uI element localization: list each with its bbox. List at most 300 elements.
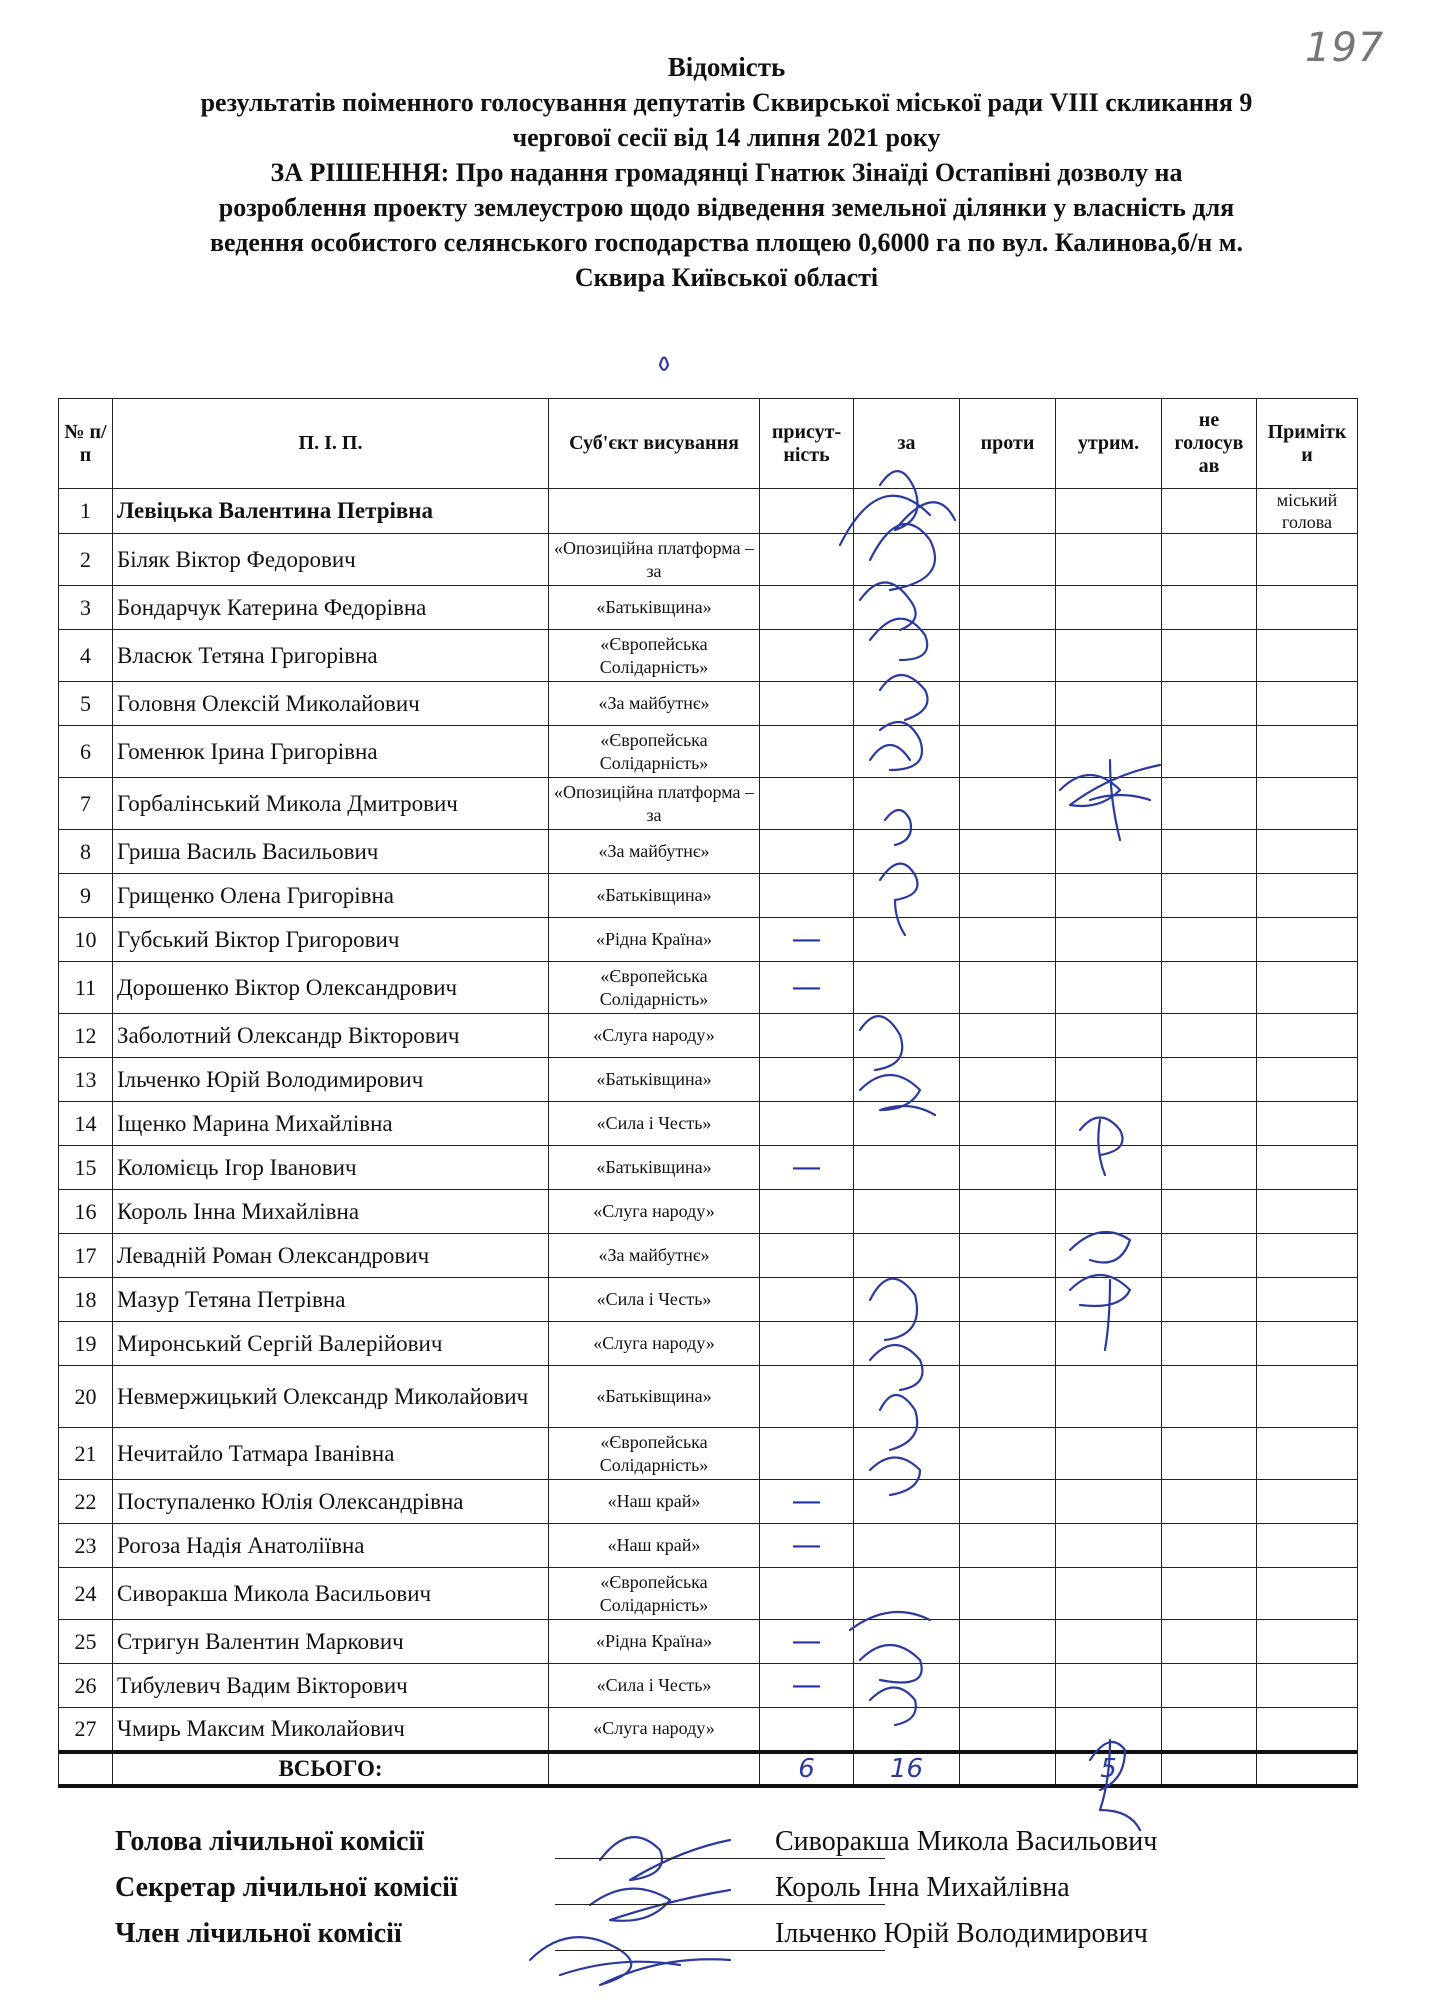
presence-mark [760,1322,854,1366]
presence-mark [760,1102,854,1146]
note-cell [1257,1014,1358,1058]
vote-abstain-cell [1056,1146,1162,1190]
deputy-name: Стригун Валентин Маркович [113,1620,549,1664]
total-label: ВСЬОГО: [113,1752,549,1786]
deputy-party: «Наш край» [549,1524,760,1568]
vote-for-cell [854,1428,960,1480]
heading-line-2: чергової сесії від 14 липня 2021 року [512,123,941,152]
header-party: Суб'єкт висування [549,399,760,489]
total-not-voted [1162,1752,1257,1786]
deputy-party: «Слуга народу» [549,1190,760,1234]
note-cell: міський голова [1257,489,1358,534]
table-row [59,830,1358,874]
row-number: 16 [59,1190,113,1234]
header-name: П. І. П. [113,399,549,489]
deputy-party: «Опозиційна платформа – за [549,534,760,586]
not-voted-cell [1162,1480,1257,1524]
deputy-party: «Батьківщина» [549,874,760,918]
note-cell [1257,1480,1358,1524]
note-cell [1257,1620,1358,1664]
row-number: 20 [59,1366,113,1428]
header-abstain: утрим. [1056,399,1162,489]
deputy-party: «Слуга народу» [549,1322,760,1366]
table-row [59,1190,1358,1234]
vote-for-cell [854,1524,960,1568]
row-number: 5 [59,682,113,726]
deputy-party: «Європейська Солідарність» [549,962,760,1014]
total-row [59,1752,1358,1786]
vote-abstain-cell [1056,630,1162,682]
deputy-party: «За майбутнє» [549,682,760,726]
row-number: 21 [59,1428,113,1480]
deputy-party: «Слуга народу» [549,1014,760,1058]
vote-against-cell [960,874,1056,918]
table-row [59,1708,1358,1752]
deputy-name: Невмержицький Олександр Миколайович [113,1366,549,1428]
presence-mark [760,1708,854,1752]
row-number: 4 [59,630,113,682]
deputy-party: «Сила і Честь» [549,1664,760,1708]
note-cell [1257,918,1358,962]
deputy-name: Гриша Василь Васильович [113,830,549,874]
not-voted-cell [1162,489,1257,534]
presence-mark [760,874,854,918]
table-row [59,1146,1358,1190]
vote-against-cell [960,534,1056,586]
row-number: 1 [59,489,113,534]
presence-mark [760,489,854,534]
deputy-name: Губський Віктор Григорович [113,918,549,962]
deputy-name: Мазур Тетяна Петрівна [113,1278,549,1322]
not-voted-cell [1162,1524,1257,1568]
row-number: 6 [59,726,113,778]
table-row [59,1620,1358,1664]
not-voted-cell [1162,1568,1257,1620]
vote-against-cell [960,962,1056,1014]
counting-commission [115,1826,1265,1964]
vote-for-cell [854,1620,960,1664]
deputy-name: Миронський Сергій Валерійович [113,1322,549,1366]
deputy-name: Чмирь Максим Миколайович [113,1708,549,1752]
vote-against-cell [960,1278,1056,1322]
table-row [59,726,1358,778]
page-number: 197 [1305,25,1385,71]
not-voted-cell [1162,534,1257,586]
not-voted-cell [1162,918,1257,962]
table-row [59,630,1358,682]
not-voted-cell [1162,1322,1257,1366]
vote-against-cell [960,1190,1056,1234]
vote-against-cell [960,1234,1056,1278]
secretary-name: Король Інна Михайлівна [775,1872,1070,1903]
row-number: 2 [59,534,113,586]
deputy-name: Коломієць Ігор Іванович [113,1146,549,1190]
deputy-name: Левіцька Валентина Петрівна [113,489,549,534]
deputy-name: Біляк Віктор Федорович [113,534,549,586]
deputy-name: Іщенко Марина Михайлівна [113,1102,549,1146]
deputy-name: Сиворакша Микола Васильович [113,1568,549,1620]
note-cell [1257,874,1358,918]
note-cell [1257,682,1358,726]
vote-abstain-cell [1056,1620,1162,1664]
heading-line-5: ведення особистого селянського господарства площею 0,6000 га по вул. Калинова,б/н м. [209,228,1244,257]
not-voted-cell [1162,1102,1257,1146]
note-cell [1257,1146,1358,1190]
presence-mark [760,1278,854,1322]
vote-abstain-cell [1056,1664,1162,1708]
vote-against-cell [960,1058,1056,1102]
vote-abstain-cell [1056,1480,1162,1524]
presence-mark: — [760,918,854,962]
not-voted-cell [1162,962,1257,1014]
not-voted-cell [1162,1620,1257,1664]
deputy-name: Тибулевич Вадим Вікторович [113,1664,549,1708]
vote-against-cell [960,1146,1056,1190]
vote-against-cell [960,1480,1056,1524]
presence-mark [760,630,854,682]
vote-abstain-cell [1056,1366,1162,1428]
deputy-name: Заболотний Олександр Вікторович [113,1014,549,1058]
vote-for-cell [854,1366,960,1428]
row-number: 26 [59,1664,113,1708]
vote-for-cell [854,682,960,726]
table-row [59,1322,1358,1366]
presence-mark [760,726,854,778]
vote-abstain-cell [1056,1190,1162,1234]
row-number: 18 [59,1278,113,1322]
total-against [960,1752,1056,1786]
row-number: 27 [59,1708,113,1752]
chair-name: Сиворакша Микола Васильович [775,1826,1158,1857]
not-voted-cell [1162,1708,1257,1752]
vote-for-cell [854,1102,960,1146]
vote-abstain-cell [1056,830,1162,874]
deputy-party: «Батьківщина» [549,1146,760,1190]
chair-signature-line [555,1858,885,1859]
vote-for-cell [854,1568,960,1620]
table-row [59,1524,1358,1568]
vote-against-cell [960,630,1056,682]
vote-for-cell [854,586,960,630]
presence-mark: — [760,1524,854,1568]
presence-mark [760,778,854,830]
table-row [59,1480,1358,1524]
deputy-name: Король Інна Михайлівна [113,1190,549,1234]
vote-for-cell [854,1058,960,1102]
note-cell [1257,1664,1358,1708]
total-abstain: 5 [1056,1752,1162,1786]
vote-abstain-cell [1056,1322,1162,1366]
vote-against-cell [960,1428,1056,1480]
header-for: за [854,399,960,489]
vote-abstain-cell [1056,778,1162,830]
vote-for-cell [854,918,960,962]
row-number: 22 [59,1480,113,1524]
note-cell [1257,830,1358,874]
row-number: 10 [59,918,113,962]
header-not-voted: не голосув ав [1162,399,1257,489]
row-number: 3 [59,586,113,630]
vote-against-cell [960,1524,1056,1568]
presence-mark [760,1366,854,1428]
header-against: проти [960,399,1056,489]
not-voted-cell [1162,1278,1257,1322]
voting-table [58,398,1358,1788]
vote-abstain-cell [1056,1102,1162,1146]
note-cell [1257,586,1358,630]
table-row [59,1102,1358,1146]
table-row [59,874,1358,918]
table-row [59,534,1358,586]
not-voted-cell [1162,586,1257,630]
table-header-row [59,399,1358,489]
secretary-role: Секретар лічильної комісії [115,1872,458,1903]
presence-mark [760,1428,854,1480]
vote-against-cell [960,682,1056,726]
deputy-party: «Сила і Честь» [549,1102,760,1146]
header-present: присут-ність [760,399,854,489]
vote-abstain-cell [1056,918,1162,962]
table-row [59,1664,1358,1708]
presence-mark [760,1058,854,1102]
table-row [59,1014,1358,1058]
vote-for-cell [854,1708,960,1752]
deputy-name: Нечитайло Татмара Іванівна [113,1428,549,1480]
member-signature-line [555,1950,885,1951]
table-row [59,1278,1358,1322]
not-voted-cell [1162,1428,1257,1480]
row-number: 15 [59,1146,113,1190]
note-cell [1257,534,1358,586]
vote-abstain-cell [1056,874,1162,918]
vote-abstain-cell [1056,489,1162,534]
row-number: 9 [59,874,113,918]
presence-mark: — [760,1620,854,1664]
deputy-name: Рогоза Надія Анатоліївна [113,1524,549,1568]
stroke-mark-top [660,358,668,371]
presence-mark [760,1190,854,1234]
chair-role: Голова лічильної комісії [115,1826,425,1857]
row-number: 14 [59,1102,113,1146]
row-number: 19 [59,1322,113,1366]
presence-mark [760,1014,854,1058]
vote-abstain-cell [1056,534,1162,586]
not-voted-cell [1162,1664,1257,1708]
vote-against-cell [960,726,1056,778]
presence-mark: — [760,1146,854,1190]
vote-abstain-cell [1056,1708,1162,1752]
header-number: № п/п [59,399,113,489]
note-cell [1257,778,1358,830]
deputy-party: «Європейська Солідарність» [549,1568,760,1620]
deputy-name: Головня Олексій Миколайович [113,682,549,726]
vote-abstain-cell [1056,962,1162,1014]
member-role: Член лічильної комісії [115,1918,402,1949]
vote-for-cell [854,1278,960,1322]
vote-abstain-cell [1056,1278,1162,1322]
note-cell [1257,1058,1358,1102]
note-cell [1257,1524,1358,1568]
deputy-party: «За майбутнє» [549,1234,760,1278]
deputy-name: Поступаленко Юлія Олександрівна [113,1480,549,1524]
vote-abstain-cell [1056,1014,1162,1058]
vote-against-cell [960,918,1056,962]
note-cell [1257,1102,1358,1146]
presence-mark [760,586,854,630]
table-row [59,1366,1358,1428]
note-cell [1257,1708,1358,1752]
vote-against-cell [960,1620,1056,1664]
vote-against-cell [960,1102,1056,1146]
not-voted-cell [1162,1014,1257,1058]
table-row [59,1058,1358,1102]
vote-against-cell [960,778,1056,830]
row-number: 17 [59,1234,113,1278]
vote-against-cell [960,586,1056,630]
deputy-party: «Наш край» [549,1480,760,1524]
vote-abstain-cell [1056,586,1162,630]
heading-line-4: розроблення проекту землеустрою щодо відведення земельної ділянки у власність для [218,193,1235,222]
not-voted-cell [1162,630,1257,682]
table-row [59,682,1358,726]
row-number: 24 [59,1568,113,1620]
vote-for-cell [854,1190,960,1234]
vote-for-cell [854,630,960,682]
presence-mark: — [760,1480,854,1524]
heading-line-3: ЗА РІШЕННЯ: Про надання громадянці Гнатюк Зінаїді Остапівні дозволу на [270,158,1183,187]
presence-mark: — [760,962,854,1014]
row-number: 25 [59,1620,113,1664]
vote-abstain-cell [1056,1428,1162,1480]
note-cell [1257,1568,1358,1620]
vote-against-cell [960,1568,1056,1620]
vote-for-cell [854,1664,960,1708]
deputy-party: «Батьківщина» [549,1058,760,1102]
commission-secretary-row [115,1872,1265,1918]
presence-mark: — [760,1664,854,1708]
deputy-party: «Слуга народу» [549,1708,760,1752]
vote-for-cell [854,962,960,1014]
deputy-party: «Батьківщина» [549,1366,760,1428]
vote-for-cell [854,1234,960,1278]
row-number: 8 [59,830,113,874]
total-for: 16 [854,1752,960,1786]
deputy-party: «Сила і Честь» [549,1278,760,1322]
note-cell [1257,962,1358,1014]
not-voted-cell [1162,1146,1257,1190]
deputy-party: «Європейська Солідарність» [549,630,760,682]
presence-mark [760,830,854,874]
vote-for-cell [854,778,960,830]
row-number: 23 [59,1524,113,1568]
not-voted-cell [1162,1234,1257,1278]
row-number: 7 [59,778,113,830]
deputy-party: «Європейська Солідарність» [549,726,760,778]
not-voted-cell [1162,726,1257,778]
deputy-name: Ільченко Юрій Володимирович [113,1058,549,1102]
table-row [59,778,1358,830]
header-notes: Примітк и [1257,399,1358,489]
deputy-name: Гоменюк Ірина Григорівна [113,726,549,778]
vote-abstain-cell [1056,1234,1162,1278]
vote-for-cell [854,534,960,586]
row-number: 12 [59,1014,113,1058]
deputy-party: «Рідна Країна» [549,918,760,962]
vote-for-cell [854,1146,960,1190]
secretary-signature-line [555,1904,885,1905]
vote-for-cell [854,874,960,918]
deputy-party: «Європейська Солідарність» [549,1428,760,1480]
not-voted-cell [1162,1058,1257,1102]
commission-chair-row [115,1826,1265,1872]
vote-for-cell [854,1480,960,1524]
presence-mark [760,1568,854,1620]
deputy-party: «Батьківщина» [549,586,760,630]
deputy-name: Бондарчук Катерина Федорівна [113,586,549,630]
not-voted-cell [1162,830,1257,874]
table-row [59,1234,1358,1278]
note-cell [1257,1428,1358,1480]
note-cell [1257,1234,1358,1278]
presence-mark [760,1234,854,1278]
vote-against-cell [960,1708,1056,1752]
vote-against-cell [960,1014,1056,1058]
vote-against-cell [960,489,1056,534]
table-row [59,918,1358,962]
row-number: 11 [59,962,113,1014]
presence-mark [760,682,854,726]
deputy-party [549,489,760,534]
table-row [59,489,1358,534]
not-voted-cell [1162,1366,1257,1428]
total-note [1257,1752,1358,1786]
table-row [59,1568,1358,1620]
document-title: Відомість [667,52,786,82]
member-name: Ільченко Юрій Володимирович [775,1918,1148,1949]
heading-line-1: результатів поіменного голосування депутатів Сквирської міської ради VIII скликання 9 [200,88,1253,117]
vote-against-cell [960,1322,1056,1366]
note-cell [1257,1278,1358,1322]
deputy-name: Дорошенко Віктор Олександрович [113,962,549,1014]
deputy-name: Левадній Роман Олександрович [113,1234,549,1278]
vote-abstain-cell [1056,1568,1162,1620]
note-cell [1257,726,1358,778]
vote-for-cell [854,726,960,778]
table-row [59,962,1358,1014]
vote-for-cell [854,830,960,874]
vote-abstain-cell [1056,682,1162,726]
note-cell [1257,1190,1358,1234]
note-cell [1257,1366,1358,1428]
note-cell [1257,1322,1358,1366]
not-voted-cell [1162,778,1257,830]
not-voted-cell [1162,682,1257,726]
not-voted-cell [1162,874,1257,918]
vote-for-cell [854,1322,960,1366]
table-row [59,1428,1358,1480]
deputy-party: «Опозиційна платформа – за [549,778,760,830]
total-present: 6 [760,1752,854,1786]
vote-for-cell [854,489,960,534]
vote-against-cell [960,830,1056,874]
not-voted-cell [1162,1190,1257,1234]
deputy-party: «За майбутнє» [549,830,760,874]
deputy-name: Власюк Тетяна Григорівна [113,630,549,682]
row-number: 13 [59,1058,113,1102]
document-heading [40,50,1413,295]
table-row [59,586,1358,630]
deputy-name: Грищенко Олена Григорівна [113,874,549,918]
